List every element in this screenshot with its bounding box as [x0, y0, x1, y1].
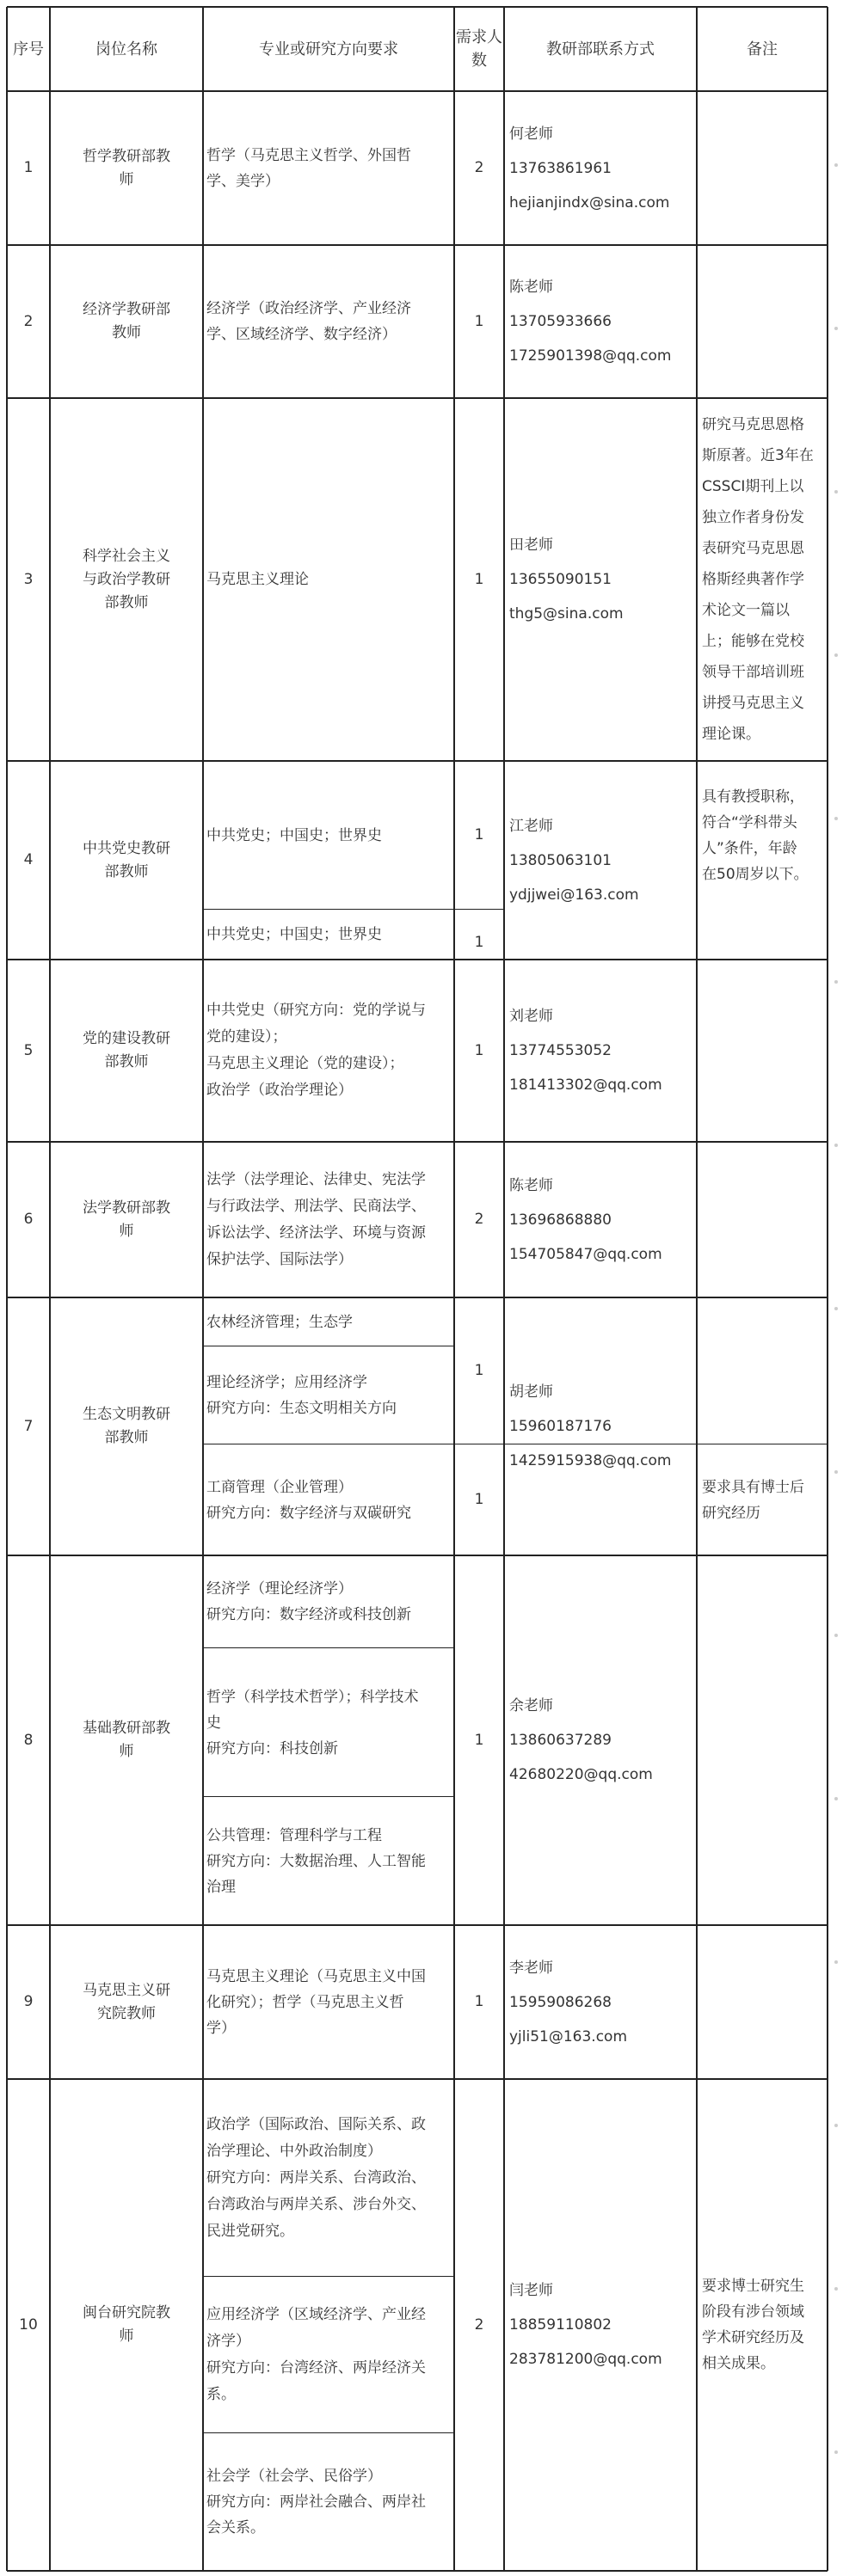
row-major: [203, 1797, 454, 1925]
major-line: 理论经济学；应用经济学: [206, 1374, 367, 1391]
major-line: 经济学（政治经济学、产业经济: [206, 300, 411, 317]
contact-name: 胡老师: [509, 1383, 553, 1401]
remark-line: 要求博士研究生: [702, 2278, 804, 2295]
row-contact: [504, 91, 697, 245]
major-line: 台湾政治与两岸关系、涉台外交、: [206, 2195, 426, 2213]
position-line: 法学教研部教: [83, 1199, 170, 1217]
grid-line-h: [203, 1647, 454, 1648]
contact-email[interactable]: 283781200@qq.com: [509, 2351, 662, 2368]
row-contact: [504, 398, 697, 761]
grid-line-h: [203, 2276, 454, 2277]
major-line: 化研究）；哲学（马克思主义哲: [206, 1993, 404, 2011]
remark-line: 术论文一篇以: [702, 602, 790, 619]
row-seq-text: 10: [19, 2315, 38, 2334]
contact-phone[interactable]: 13655090151: [509, 571, 612, 588]
contact-name: 田老师: [509, 537, 553, 554]
row-count: [454, 960, 504, 1142]
edge-mark: [834, 1634, 838, 1637]
position-line: 部教师: [104, 1053, 149, 1070]
major-line: 研究方向：科技创新: [206, 1739, 338, 1757]
row-major: [203, 1925, 454, 2079]
contact-name: 李老师: [509, 1959, 553, 1977]
row-seq-text: 6: [23, 1211, 34, 1228]
row-seq-text: 5: [23, 1041, 34, 1059]
major-line: 治理: [206, 1878, 236, 1896]
grid-line-v: [6, 7, 8, 2571]
row-contact: [504, 761, 697, 960]
position-line: 生态文明教研: [83, 1406, 170, 1423]
row-seq: [7, 398, 50, 761]
header-count-text: 需求人: [456, 28, 502, 46]
grid-line-v: [696, 7, 698, 2571]
contact-phone[interactable]: 13705933666: [509, 313, 612, 330]
remark-line: 格斯经典著作学: [702, 571, 804, 588]
contact-phone[interactable]: 15960187176: [509, 1418, 612, 1435]
major-line: 与行政法学、刑法学、民商法学、: [206, 1197, 426, 1215]
grid-line-h: [203, 2432, 454, 2433]
row-count-text: 1: [474, 934, 484, 951]
major-line: 保护法学、国际法学）: [206, 1250, 353, 1268]
row-count: [454, 761, 504, 910]
edge-mark: [834, 327, 838, 330]
major-line: 研究方向：两岸关系、台湾政治、: [206, 2168, 426, 2187]
position-line: 部教师: [104, 862, 149, 880]
contact-phone[interactable]: 13860637289: [509, 1732, 612, 1749]
header-remark: [697, 7, 828, 91]
position-line: 哲学教研部教: [83, 147, 170, 165]
edge-mark: [834, 2450, 838, 2454]
major-line: 治学理论、中外政治制度）: [206, 2142, 382, 2160]
row-major: [203, 1444, 454, 1555]
row-count: [454, 910, 504, 960]
row-count: [454, 1925, 504, 2079]
grid-line-h: [7, 397, 828, 399]
row-count: [454, 1555, 504, 1925]
row-position: [53, 960, 200, 1142]
position-line: 基础教研部教: [83, 1720, 170, 1737]
header-position: [50, 7, 203, 91]
row-major: [203, 1297, 454, 1346]
row-contact: [504, 960, 697, 1142]
row-count-text: 1: [474, 1041, 484, 1059]
remark-line: 阶段有涉台领域: [702, 2303, 804, 2321]
contact-name: 江老师: [509, 817, 553, 835]
major-line: 工商管理（企业管理）: [206, 1478, 353, 1496]
remark-line: 研究马克思恩格: [702, 416, 804, 433]
row-seq: [7, 960, 50, 1142]
position-line: 中共党史教研: [83, 839, 170, 857]
contact-name: 余老师: [509, 1697, 553, 1714]
grid-line-h: [7, 1141, 828, 1143]
position-line: 部教师: [104, 1429, 149, 1446]
header-count: [454, 7, 504, 91]
row-major: [203, 761, 454, 910]
row-count-text: 1: [474, 570, 484, 588]
contact-email[interactable]: ydjjwei@163.com: [509, 886, 639, 904]
row-seq-text: 2: [23, 312, 34, 330]
edge-mark: [834, 1144, 838, 1147]
major-line: 马克思主义理论（马克思主义中国: [206, 1967, 426, 1985]
row-seq-text: 8: [23, 1731, 34, 1749]
remark-line: 在50周岁以下。: [702, 865, 809, 883]
position-line: 教师: [112, 324, 141, 341]
major-line: 研究方向：数字经济与双碳研究: [206, 1504, 411, 1522]
contact-email[interactable]: 181413302@qq.com: [509, 1076, 662, 1094]
position-line: 师: [119, 1743, 134, 1760]
row-position: [53, 2079, 200, 2571]
remark-line: 研究经历: [702, 1504, 760, 1522]
remark-line: 讲授马克思主义: [702, 695, 804, 712]
position-line: 师: [119, 170, 134, 188]
row-position: [53, 1142, 200, 1297]
major-line: 政治学（国际政治、国际关系、政: [206, 2115, 426, 2133]
row-count-text: 2: [474, 2315, 484, 2334]
grid-line-v: [827, 7, 828, 2571]
row-remark: [697, 398, 828, 761]
major-line: 系。: [206, 2386, 236, 2403]
row-count: [454, 1142, 504, 1297]
grid-line-h: [7, 760, 828, 762]
row-count-text: 1: [474, 1491, 484, 1508]
row-count: [454, 2079, 504, 2571]
grid-line-h: [7, 1924, 828, 1926]
remark-line: 相关成果。: [702, 2355, 775, 2372]
remark-line: 具有教授职称，: [702, 788, 804, 806]
row-major: [203, 960, 454, 1142]
position-line: 师: [119, 2328, 134, 2345]
row-major: [203, 91, 454, 245]
header-position-text: 岗位名称: [95, 40, 157, 58]
row-seq: [7, 245, 50, 398]
header-seq: [7, 7, 50, 91]
grid-line-h: [7, 90, 828, 92]
major-line: 中共党史；中国史；世界史: [206, 826, 382, 844]
position-line: 经济学教研部: [83, 301, 170, 318]
major-line: 研究方向：台湾经济、两岸经济关: [206, 2359, 426, 2377]
major-line: 中共党史；中国史；世界史: [206, 926, 382, 943]
remark-line: 人”条件，年龄: [702, 839, 797, 857]
row-major: [203, 1142, 454, 1297]
major-line: 农林经济管理；生态学: [206, 1313, 353, 1331]
remark-line: CSSCI期刊上以: [702, 478, 804, 495]
major-line: 经济学（理论经济学）: [206, 1580, 353, 1598]
remark-line: 表研究马克思恩: [702, 540, 804, 557]
edge-mark: [834, 2287, 838, 2291]
row-count-text: 1: [474, 1731, 484, 1749]
contact-phone[interactable]: 13696868880: [509, 1211, 612, 1229]
major-line: 中共党史（研究方向：党的学说与: [206, 1002, 426, 1019]
major-line: 研究方向：生态文明相关方向: [206, 1400, 397, 1417]
major-line: 社会学（社会学、民俗学）: [206, 2468, 382, 2485]
row-contact: [504, 1555, 697, 1925]
row-count: [454, 91, 504, 245]
contact-phone[interactable]: 13774553052: [509, 1042, 612, 1059]
contact-phone[interactable]: 13763861961: [509, 159, 612, 177]
row-position: [53, 1555, 200, 1925]
major-line: 民进党研究。: [206, 2222, 294, 2240]
row-seq: [7, 1297, 50, 1555]
row-contact: [504, 2079, 697, 2571]
major-line: 济学）: [206, 2333, 250, 2350]
edge-mark: [834, 163, 838, 167]
row-remark: [697, 1444, 828, 1555]
major-line: 会关系。: [206, 2519, 265, 2536]
grid-line-h: [7, 1297, 828, 1298]
grid-line-v: [453, 7, 455, 2571]
row-count-text: 2: [474, 1211, 484, 1228]
edge-mark: [834, 653, 838, 657]
contact-email[interactable]: 1425915938@qq.com: [509, 1452, 672, 1469]
contact-email[interactable]: 1725901398@qq.com: [509, 347, 672, 365]
row-count-text: 2: [474, 159, 484, 176]
position-line: 究院教师: [97, 2004, 156, 2022]
remark-line: 理论课。: [702, 726, 760, 743]
row-count: [454, 245, 504, 398]
major-line: 公共管理：管理科学与工程: [206, 1826, 382, 1844]
row-contact: [504, 1142, 697, 1297]
row-count-text: 1: [474, 1993, 484, 2010]
major-line: 政治学（政治学理论）: [206, 1082, 353, 1099]
header-contact-text: 教研部联系方式: [546, 40, 655, 58]
row-remark: [697, 761, 828, 910]
edge-mark: [834, 2124, 838, 2127]
position-line: 师: [119, 1222, 134, 1240]
major-line: 史: [206, 1714, 221, 1732]
row-count: [454, 1444, 504, 1555]
edge-mark: [834, 1960, 838, 1964]
contact-name: 刘老师: [509, 1008, 553, 1025]
grid-line-h: [7, 959, 828, 960]
grid-line-h: [7, 6, 828, 8]
edge-mark: [834, 817, 838, 820]
major-line: 学、区域经济学、数字经济）: [206, 326, 397, 343]
contact-email[interactable]: 154705847@qq.com: [509, 1245, 662, 1263]
grid-line-h: [7, 2078, 828, 2080]
position-line: 马克思主义研: [83, 1981, 170, 1999]
row-seq-text: 9: [23, 1993, 34, 2010]
row-contact: [504, 1925, 697, 2079]
header-major: [203, 7, 454, 91]
major-line: 法学（法学理论、法律史、宪法学: [206, 1170, 426, 1188]
row-count: [454, 398, 504, 761]
major-line: 马克思主义理论: [206, 571, 309, 588]
contact-email[interactable]: yjli51@163.com: [509, 2027, 628, 2045]
major-line: 马克思主义理论（党的建设）；: [206, 1055, 404, 1072]
row-seq: [7, 1555, 50, 1925]
row-count-text: 1: [474, 1362, 484, 1379]
row-count: [454, 1297, 504, 1444]
row-major: [203, 1555, 454, 1648]
row-count-text: 1: [474, 312, 484, 330]
position-line: 部教师: [104, 593, 149, 611]
grid-line-h: [7, 1555, 828, 1556]
row-major: [203, 2079, 454, 2277]
major-line: 学、美学）: [206, 172, 280, 190]
grid-line-h: [7, 2570, 828, 2572]
row-seq-text: 4: [23, 851, 34, 868]
row-major: [203, 1648, 454, 1797]
major-line: 哲学（马克思主义哲学、外国哲: [206, 146, 411, 164]
row-position: [53, 398, 200, 761]
row-seq: [7, 91, 50, 245]
row-position: [53, 1297, 200, 1555]
edge-mark: [834, 1470, 838, 1474]
row-count-text: 1: [474, 826, 484, 843]
header-remark-text: 备注: [747, 40, 778, 58]
grid-line-v: [503, 7, 505, 2571]
major-line: 应用经济学（区域经济学、产业经: [206, 2306, 426, 2323]
major-line: 诉讼法学、经济法学、环境与资源: [206, 1224, 426, 1242]
row-major: [203, 398, 454, 761]
remark-line: 学术研究经历及: [702, 2329, 804, 2346]
header-major-text: 专业或研究方向要求: [259, 40, 398, 58]
position-line: 党的建设教研: [83, 1030, 170, 1047]
grid-line-h: [203, 909, 504, 910]
contact-email[interactable]: hejianjindx@sina.com: [509, 193, 670, 212]
grid-line-v: [202, 7, 204, 2571]
major-line: 学）: [206, 2019, 236, 2037]
contact-name: 陈老师: [509, 1176, 553, 1194]
contact-name: 何老师: [509, 125, 553, 143]
position-line: 科学社会主义: [83, 547, 170, 565]
row-seq-text: 1: [23, 159, 34, 176]
grid-line-h: [203, 1796, 454, 1797]
grid-line-v: [49, 7, 51, 2571]
row-major: [203, 245, 454, 398]
contact-name: 陈老师: [509, 279, 553, 296]
row-seq-text: 3: [23, 570, 34, 588]
row-major: [203, 2277, 454, 2433]
remark-line: 领导干部培训班: [702, 664, 804, 681]
row-remark: [697, 2079, 828, 2571]
row-position: [53, 1925, 200, 2079]
remark-line: 斯原著。近3年在: [702, 447, 814, 464]
major-line: 研究方向：两岸社会融合、两岸社: [206, 2493, 426, 2511]
contact-name: 闫老师: [509, 2282, 553, 2299]
edge-mark: [834, 980, 838, 984]
edge-mark: [834, 1797, 838, 1800]
row-major: [203, 2433, 454, 2571]
major-line: 党的建设）；: [206, 1028, 287, 1046]
row-seq: [7, 761, 50, 960]
header-count-text: 数: [471, 52, 487, 70]
row-seq-text: 7: [23, 1417, 34, 1435]
row-position: [53, 245, 200, 398]
row-contact: [504, 1297, 697, 1555]
major-line: 研究方向：数字经济或科技创新: [206, 1606, 411, 1623]
header-contact: [504, 7, 697, 91]
major-line: 研究方向：大数据治理、人工智能: [206, 1852, 426, 1870]
position-line: 闽台研究院教: [83, 2304, 170, 2321]
contact-phone[interactable]: 18859110802: [509, 2316, 612, 2334]
row-major: [203, 910, 454, 960]
grid-line-h: [7, 244, 828, 246]
header-seq-text: 序号: [13, 40, 44, 58]
row-contact: [504, 245, 697, 398]
position-line: 与政治学教研: [83, 570, 170, 588]
edge-mark: [834, 490, 838, 494]
remark-line: 独立作者身份发: [702, 509, 804, 526]
row-position: [53, 91, 200, 245]
row-major: [203, 1346, 454, 1444]
row-seq: [7, 1925, 50, 2079]
edge-mark: [834, 1307, 838, 1310]
remark-line: 符合“学科带头: [702, 813, 797, 831]
remark-line: 上；能够在党校: [702, 633, 804, 650]
row-seq: [7, 1142, 50, 1297]
contact-email[interactable]: 42680220@qq.com: [509, 1766, 653, 1783]
remark-line: 要求具有博士后: [702, 1478, 804, 1496]
contact-phone[interactable]: 13805063101: [509, 851, 612, 869]
row-seq: [7, 2079, 50, 2571]
major-line: 哲学（科学技术哲学）；科学技术: [206, 1688, 419, 1706]
contact-email[interactable]: thg5@sina.com: [509, 605, 624, 623]
row-position: [53, 761, 200, 960]
contact-phone[interactable]: 15959086268: [509, 1993, 612, 2011]
